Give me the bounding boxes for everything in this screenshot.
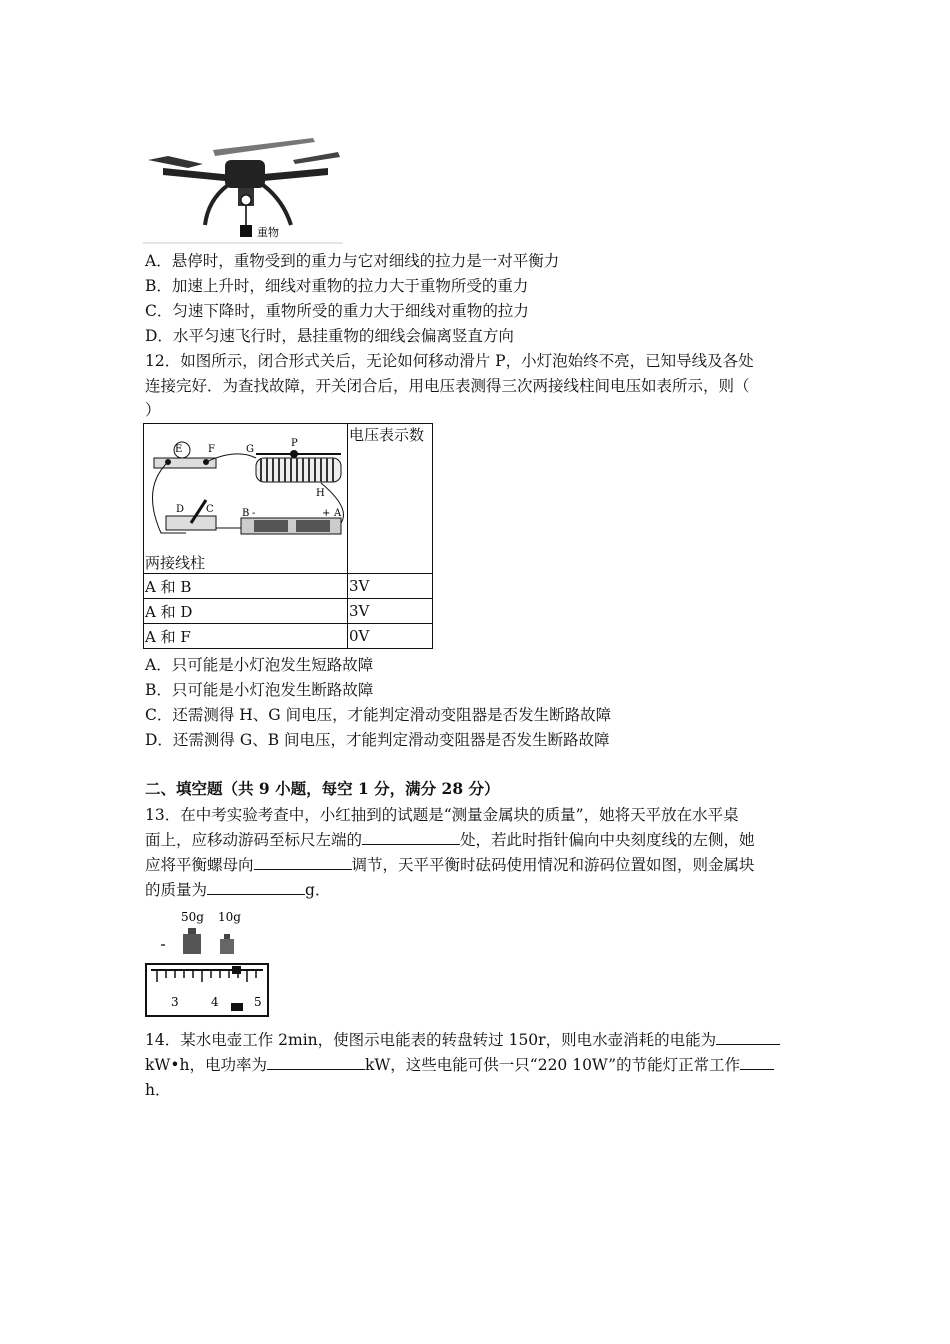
q12-stem-line2: 连接完好．为查找故障，开关闭合后，用电压表测得三次两接线柱间电压如表所示，则（ [145,377,750,395]
table-row-2-voltage: 3V [348,599,433,624]
label-a: A [334,508,342,519]
q14-line1-a: 14．某水电壶工作 2min，使图示电能表的转盘转过 150r，则电水壶消耗的电能为 [145,1031,717,1049]
q11-option-d: D．水平匀速飞行时，悬挂重物的细线会偏离竖直方向 [145,327,514,345]
q12-option-b: B．只可能是小灯泡发生断路故障 [145,681,374,699]
q12-stem-line1: 12．如图所示，闭合形式关后，无论如何移动滑片 P，小灯泡始终不亮，已知导线及各处 [145,352,754,370]
header-cell-left [144,424,348,574]
label-b: B [242,508,250,519]
weight-10g-label: 10g [218,910,241,924]
table-row-1-pair: A 和 B [144,574,348,599]
q14-line2 [145,1055,774,1075]
label-plus: + [322,508,331,519]
label-e: E [175,444,183,455]
q11-option-b: B．加速上升时，细线对重物的拉力大于重物所受的重力 [145,277,529,295]
q13-line4-b: g． [305,881,331,899]
q14-line1 [145,1030,780,1050]
q12-option-d: D．还需测得 G、B 间电压，才能判定滑动变阻器是否发生断路故障 [145,731,610,749]
answer-blank-1[interactable] [362,830,460,845]
q13-line3 [145,855,755,875]
q12-option-a: A．只可能是小灯泡发生短路故障 [145,656,374,674]
q13-line4 [145,880,330,900]
q13-line1: 13．在中考实验考查中，小红抽到的试题是“测量金属块的质量”，她将天平放在水平桌 [145,806,739,824]
q13-line3-a: 应将平衡螺母向 [145,856,254,874]
weight-50g-label: 50g [181,910,204,924]
answer-blank-4[interactable] [716,1030,780,1045]
q13-line3-b: 调节，天平平衡时砝码使用情况和游码位置如图，则金属块 [351,856,755,874]
q14-line2-b: kW，这些电能可供一只“220 10W”的节能灯正常工作 [364,1056,741,1074]
balance-figure [143,906,273,1018]
q13-line2-b: 处，若此时指针偏向中央刻度线的左侧，她 [460,831,755,849]
q13-line4-a: 的质量为 [145,881,208,899]
q13-line2-a: 面上，应移动游码至标尺左端的 [145,831,363,849]
label-p: P [291,438,298,449]
header-right-text: 电压表示数 [348,424,433,574]
q14-line3: h． [145,1081,171,1099]
header-left-text: 两接线柱 [145,554,206,572]
q12-stem-line3: ） [145,401,161,419]
table-row-3-pair: A 和 F [144,624,348,649]
scale-label-3: 3 [171,995,179,1009]
scale-label-4: 4 [211,995,219,1009]
label-h: H [316,488,325,499]
table-row-3-voltage: 0V [348,624,433,649]
table-row-2-pair: A 和 D [144,599,348,624]
q13-line2 [145,830,755,850]
scale-label-5: 5 [254,995,262,1009]
label-f: F [208,444,215,455]
answer-blank-5[interactable] [267,1055,365,1070]
answer-blank-6[interactable] [740,1055,774,1070]
label-d: D [176,504,185,515]
label-c: C [206,504,214,515]
label-minus: - [252,508,256,519]
answer-blank-3[interactable] [207,880,305,895]
drone-figure [143,130,343,245]
label-g: G [246,444,254,455]
circuit-figure [146,428,346,544]
q11-option-c: C．匀速下降时，重物所受的重力大于细线对重物的拉力 [145,302,529,320]
q14-line2-a: kW•h，电功率为 [145,1056,267,1074]
answer-blank-2[interactable] [254,855,352,870]
weight-label: 重物 [257,226,279,239]
voltage-table [143,423,433,649]
q12-option-c: C．还需测得 H、G 间电压，才能判定滑动变阻器是否发生断路故障 [145,706,612,724]
table-row-1-voltage: 3V [348,574,433,599]
q11-option-a: A．悬停时，重物受到的重力与它对细线的拉力是一对平衡力 [145,252,560,270]
section-heading: 二、填空题（共 9 小题，每空 1 分，满分 28 分） [145,779,500,798]
